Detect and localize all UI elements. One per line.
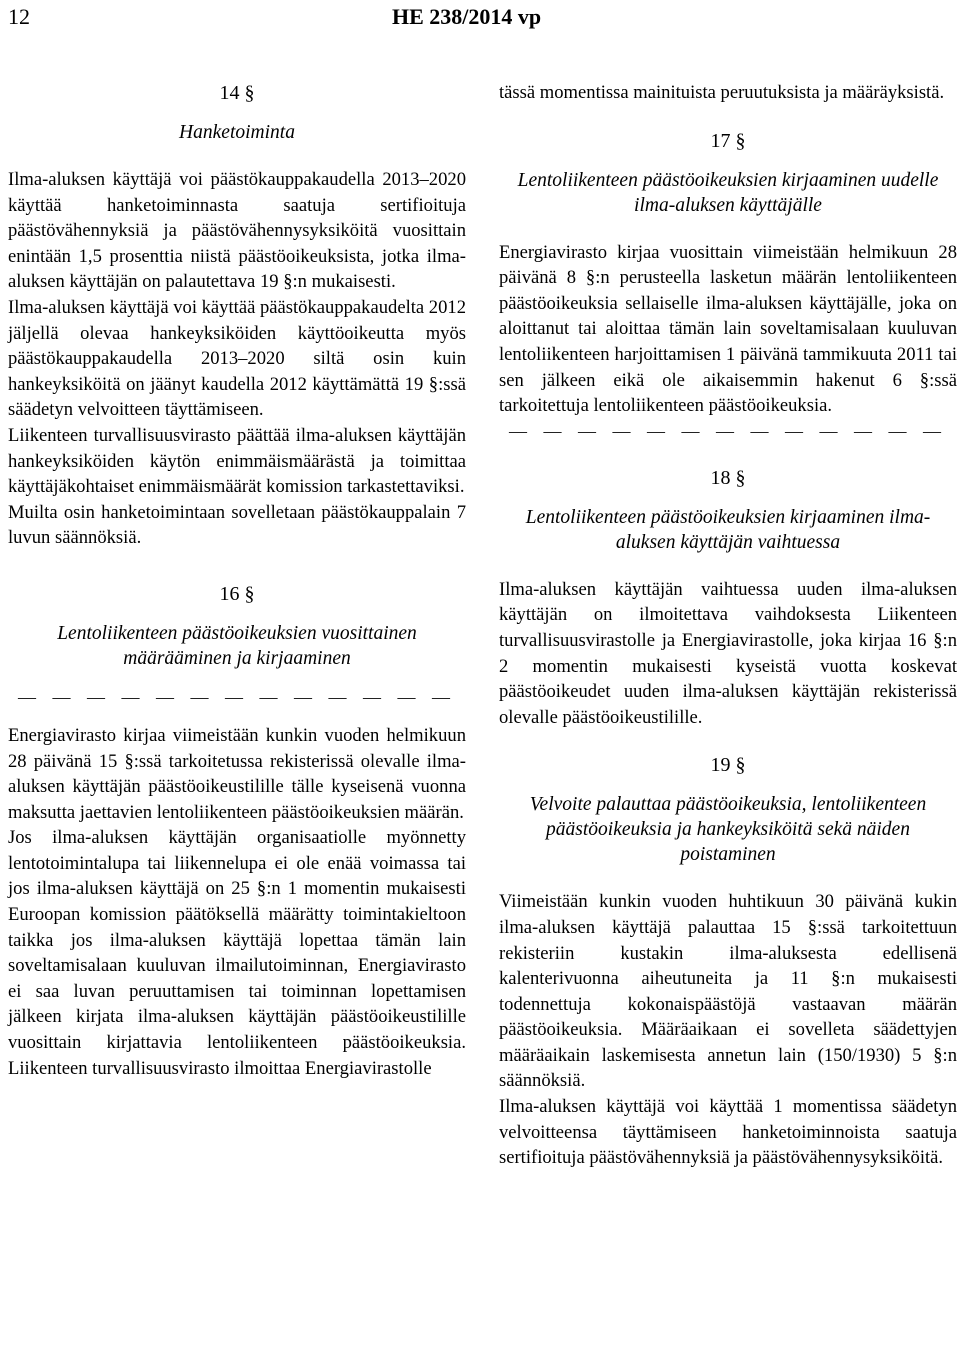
section-14-number: 14 § xyxy=(219,82,255,104)
section-18-title: Lentoliikenteen päästöoikeuksien kirjaaminen ilma-aluksen käyttäjän vaihtuessa xyxy=(525,506,931,553)
section-17-paragraph-1: Energiavirasto kirjaa vuosittain viimeistään helmikuun 28 päivänä 8 §:n perusteella lasketun määrän lentoliikenteen päästöoikeuksia sellaiselle ilma-aluksen käyttäjälle, joka on aloittanut tai aloittaa tämän lain soveltamisalaan kuuluvan lentoliikenteen harjoittamisen 1 päivänä tammikuuta 2011 tai sen jälkeen eikä ole aikaisemmin hakenut 6 §:ssä tarkoitettuja lentoliikenteen päästöoikeuksia. xyxy=(499,241,957,417)
section-16-paragraph-1: Energiavirasto kirjaa viimeistään kunkin vuoden helmikuun 28 päivänä 15 §:ssä tarkoitetussa rekisterissä olevalle ilma-aluksen käyttäjän päästöoikeustilille tälle kyseisenä vuonna maksutta jaettavien lentoliikenteen päästöoikeuksien määrän. xyxy=(8,724,466,823)
section-14-title: Hanketoiminta xyxy=(179,122,295,143)
omission-line: — — — — — — — — — — — — — xyxy=(18,686,456,707)
page-header xyxy=(0,0,960,40)
section-16-number: 16 § xyxy=(219,582,255,605)
section-16-paragraph-2: Jos ilma-aluksen käyttäjän organisaatiolle myönnetty lentotoimintalupa tai liikennelupa ei ole enää voimassa tai jos ilma-aluksen käyttäjä on 25 §:n 1 momentin mukaisesti Euroopan komission päätöksellä määrätty toimintakieltoon taikka jos ilma-aluksen käyttäjä lopettaa tämän lain soveltamisalaan kuuluvan ilmailutoiminnan, Energiavirasto ei saa luvan peruuttamisen tai toiminnan lopettamisen jälkeen kirjata ilma-aluksen käyttäjän päästöoikeustilille vuosittain kirjattavia lentoliikenteen päästöoikeuksia. Liikenteen turvallisuusvirasto ilmoittaa Energiavirastolle xyxy=(8,827,466,1079)
section-18-number: 18 § xyxy=(710,466,746,489)
left-column xyxy=(8,80,466,1081)
right-column xyxy=(499,80,957,1171)
section-14-paragraph-3: Liikenteen turvallisuusvirasto päättää ilma-aluksen käyttäjän hankeyksiköiden käytön enimmäismäärästä ja toimittaa käyttäjäkohtaiset enimmäismäärät komission tarkastettaviksi. xyxy=(8,424,466,498)
section-17-number: 17 § xyxy=(710,129,746,152)
section-19-number: 19 § xyxy=(710,754,746,777)
document-id: HE 238/2014 vp xyxy=(392,4,542,29)
omission-line: — — — — — — — — — — — — — xyxy=(509,420,947,441)
page-number: 12 xyxy=(8,4,30,29)
section-14-paragraph-4: Muilta osin hanketoimintaan sovelletaan päästökauppalain 7 luvun säännöksiä. xyxy=(8,501,466,549)
continued-paragraph: tässä momentissa mainituista peruutuksista ja määräyksistä. xyxy=(499,82,945,103)
section-19-paragraph-1: Viimeistään kunkin vuoden huhtikuun 30 päivänä kukin ilma-aluksen käyttäjä palauttaa 15 §:ssä tarkoitettuun rekisteriin kustakin ilma-aluksesta edellisenä kalenterivuonna aiheutuneita ja 11 §:n mukaisesti todennettuja kokonaispäästöjä vastaavan määrän päästöoikeuksia. Määräaikaan ei sovelleta säädettyjen määräaikain laskemisesta annetun lain (150/1930) 5 §:n säännöksiä. xyxy=(499,891,957,1092)
section-18-paragraph-1: Ilma-aluksen käyttäjän vaihtuessa uuden ilma-aluksen käyttäjän on ilmoitettava vaihdoksesta Liikenteen turvallisuusvirastolle ja Energiavirastolle, joka kirjaa 16 §:n 2 momentin mukaisesti kyseistä vuotta koskevat päästöoikeudet uuden ilma-aluksen käyttäjän rekisterissä olevalle päästöoikeustilille. xyxy=(499,578,957,728)
section-14-paragraph-1: Ilma-aluksen käyttäjä voi päästökauppakaudella 2013–2020 käyttää hanketoiminnasta saatuja sertifioituja päästövähennyksiä ja päästövähennysyksiköitä vuosittain enintään 1,5 prosenttia niistä päästöoikeuksista, jotka ilma-aluksen käyttäjän on palautettava 19 §:n mukaisesti. xyxy=(8,169,466,293)
section-19-title: Velvoite palauttaa päästöoikeuksia, lentoliikenteen päästöoikeuksia ja hankeyksiköitä sekä näiden poistaminen xyxy=(529,794,927,866)
section-19-paragraph-2: Ilma-aluksen käyttäjä voi käyttää 1 momentissa säädetyn velvoitteensa täyttämiseen hanketoiminnoista saatuja sertifioituja päästövähennyksiä ja päästövähennysyksiköitä. xyxy=(499,1096,957,1169)
section-14-paragraph-2: Ilma-aluksen käyttäjä voi käyttää päästökauppakaudelta 2012 jäljellä olevaa hankeyksiköiden käyttöoikeutta myös päästökauppakaudella 2013–2020 siltä osin kuin hankeyksiköitä on jäänyt kaudella 2012 käyttämättä 19 §:ssä säädetyn velvoitteen täyttämiseen. xyxy=(8,296,466,421)
section-16-title: Lentoliikenteen päästöoikeuksien vuosittainen määrääminen ja kirjaaminen xyxy=(57,622,417,669)
section-17-title: Lentoliikenteen päästöoikeuksien kirjaaminen uudelle ilma-aluksen käyttäjälle xyxy=(517,169,939,216)
